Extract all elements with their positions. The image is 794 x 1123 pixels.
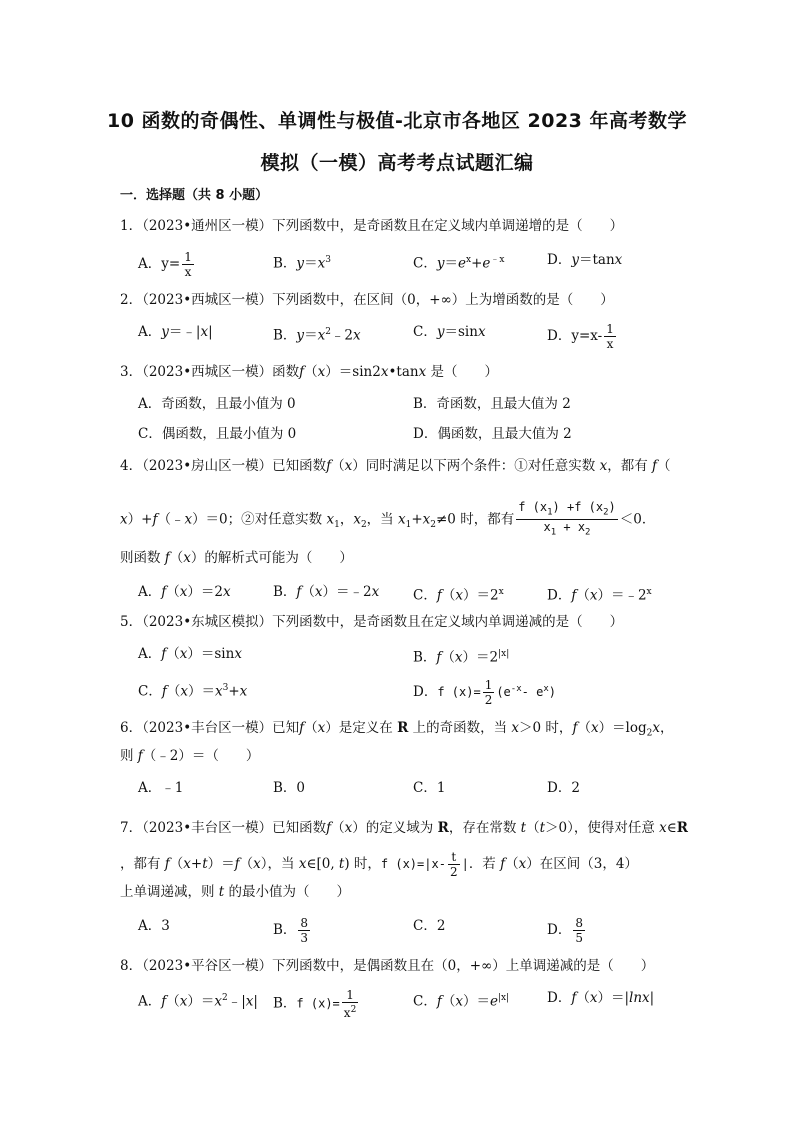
- q7-option-d: D． $\frac{8}{5}$: [547, 916, 583, 945]
- q3-option-a: A．奇函数，且最小值为 0: [138, 396, 296, 412]
- q7-option-a: A．3: [138, 918, 170, 934]
- q8-option-d: D．f（x）＝|lnx|: [547, 990, 655, 1006]
- question-7-ask: 上单调递减，则 t 的最小值为（ ）: [120, 884, 351, 900]
- q1-option-d: D．y＝tanx: [547, 252, 623, 268]
- question-5-stem: 5．（2023•东城区模拟）下列函数中，是奇函数且在定义域内单调递减的是（ ）: [120, 614, 624, 630]
- q6-option-a: A．﹣1: [138, 780, 184, 796]
- question-6-ask: 则 f（﹣2）＝（ ）: [120, 748, 260, 764]
- q2-option-b: B．$y=x^2﹣2x$: [273, 327, 361, 344]
- q1-option-b: B．$y=x^3$: [273, 255, 331, 272]
- section-heading: 一．选择题（共 8 小题）: [120, 188, 269, 203]
- q8-option-c: C．$f(x)=e^{|x|}$: [413, 993, 510, 1010]
- q5-option-b: B．$f(x)=2^{|x|}$: [413, 649, 510, 666]
- q8-option-a: A．$f(x)=x^2﹣|x|$: [138, 993, 258, 1010]
- q2-option-c: C．y＝sinx: [413, 324, 486, 340]
- q4-option-d: D．$f(x)=﹣2^x$: [547, 587, 652, 604]
- q3-option-d: D．偶函数，且最大值为 2: [413, 426, 572, 442]
- q4-option-a: A．f（x）＝2x: [138, 584, 231, 600]
- q8-option-b: B．f (x)= $\frac{1}{x^2}$: [273, 988, 357, 1020]
- q6-option-d: D．2: [547, 780, 580, 796]
- q1-option-c: C．$y=e^x+e^{﹣x}$: [413, 255, 505, 272]
- q5-option-a: A．f（x）＝sinx: [138, 646, 242, 662]
- question-4-condition: x）+f（﹣x）＝0；②对任意实数 $x_1$，$x_2$，当 $x_1+x_2\ne 0$ 时，都有 $\frac{f (x_1) +f (x_2)}{x_1 + x_2}$ ＜0．: [120, 500, 656, 538]
- question-4-ask: 则函数 f（x）的解析式可能为（ ）: [120, 550, 353, 566]
- q5-option-c: C．$f(x)=x^3+x$: [138, 683, 248, 700]
- q1-option-a: A．y= $\frac{1}{x}$: [138, 250, 192, 279]
- question-1-stem: 1．（2023•通州区一模）下列函数中，是奇函数且在定义域内单调递增的是（ ）: [120, 218, 624, 234]
- doc-title-line1: 10 函数的奇偶性、单调性与极值-北京市各地区 2023 年高考数学: [106, 110, 688, 132]
- doc-title-line2: 模拟（一模）高考考点试题汇编: [260, 152, 534, 174]
- q3-option-c: C．偶函数，且最小值为 0: [138, 426, 297, 442]
- q4-option-b: B．f（x）＝﹣2x: [273, 584, 380, 600]
- q2-option-d: D．y=x- $\frac{1}{x}$: [547, 322, 614, 351]
- q5-option-d: D．f (x)= $\frac{1}{2}$ ($e^{-x}-$ $e^x$): [413, 678, 556, 707]
- q6-option-c: C．1: [413, 780, 446, 796]
- question-4-stem: 4．（2023•房山区一模）已知函数f（x）同时满足以下两个条件：①对任意实数 x，都有 f（: [120, 458, 671, 474]
- q6-option-b: B．0: [273, 780, 306, 796]
- question-7-stem: 7．（2023•丰台区一模）已知函数f（x）的定义域为 R，存在常数 t（t＞0），使得对任意 x∈R: [120, 820, 688, 836]
- question-3-stem: 3．（2023•西城区一模）函数f（x）＝sin2x•tanx 是（ ）: [120, 364, 499, 380]
- question-7-condition: ，都有 f（x+t）＝f（x），当 x∈[0, t) 时，f (x)=|x- $\frac{t}{2}$ |．若 f（x）在区间（3，4）: [120, 850, 638, 879]
- question-2-stem: 2．（2023•西城区一模）下列函数中，在区间（0，+∞）上为增函数的是（ ）: [120, 292, 614, 308]
- q7-option-c: C．2: [413, 918, 446, 934]
- q3-option-b: B．奇函数，且最大值为 2: [413, 396, 571, 412]
- q2-option-a: A．y＝﹣|x|: [138, 324, 213, 340]
- q7-option-b: B． $\frac{8}{3}$: [273, 916, 309, 945]
- question-6-stem: 6．（2023•丰台区一模）已知f（x）是定义在 R 上的奇函数，当 x＞0 时，$f(x)=\log_2x$，: [120, 720, 674, 739]
- q4-option-c: C．$f(x)=2^x$: [413, 587, 504, 604]
- question-8-stem: 8．（2023•平谷区一模）下列函数中，是偶函数且在（0，+∞）上单调递减的是（ ）: [120, 958, 655, 974]
